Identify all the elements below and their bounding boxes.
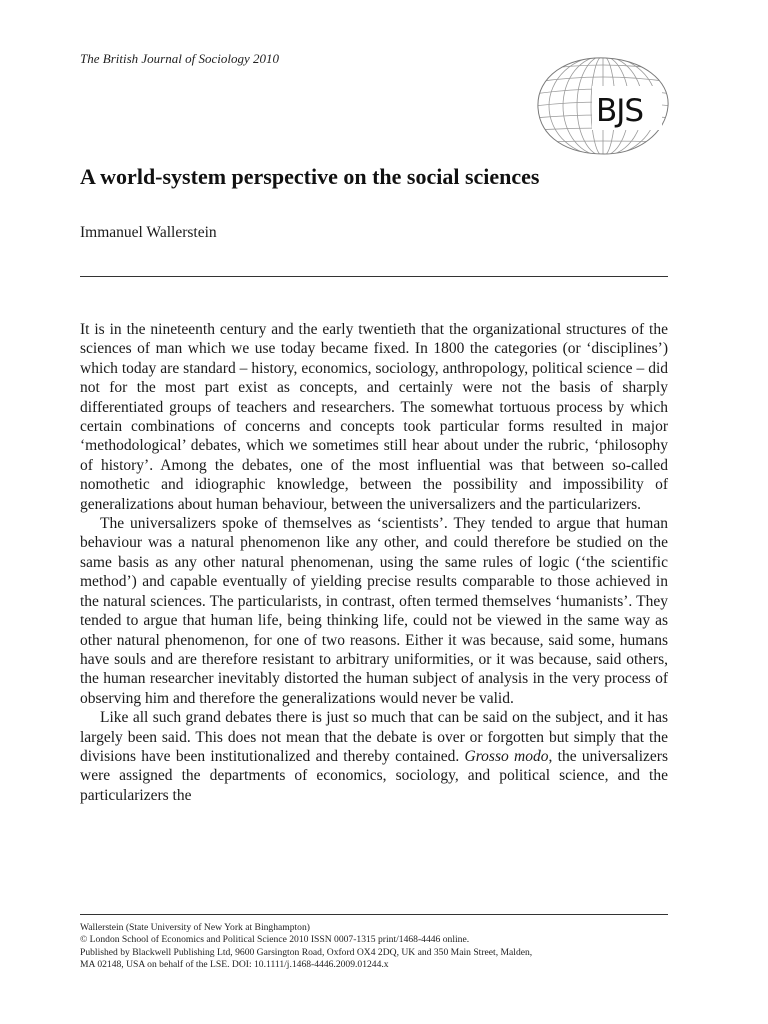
- footnote-block: [80, 922, 680, 971]
- paragraph-1: It is in the nineteenth century and the early twentieth that the organizational structures of the sciences of man which we use today became fixed. In 1800 the categories (or ‘disciplines’) which today are standard – history, economics, sociology, anthropology, political science – did not for the most part exist as concepts, and certainly were not the basis of sharply differentiated groups of teachers and researchers. The somewhat tortuous process by which certain combinations of concerns and concepts took particular forms resulted in major ‘methodological’ debates, which we sometimes still hear about under the rubric, ‘philosophy of history’. Among the debates, one of the most influential was that between so-called nomothetic and idiographic knowledge, between the possibility and impossibility of generalizations about human behaviour, between the universalizers and the particularizers.: [80, 321, 668, 513]
- doi-line: MA 02148, USA on behalf of the LSE. DOI: 10.1111/j.1468-4446.2009.01244.x: [80, 958, 389, 970]
- logo-text: BJS: [596, 93, 644, 129]
- paragraph-3-text-end: , the universalizers were assigned the departments of economics, sociology, and political science, and the particularizers the: [80, 747, 668, 804]
- paragraph-2: The universalizers spoke of themselves as ‘scientists’. They tended to argue that human behaviour was a natural phenomenon like any other, and could therefore be studied on the same basis as any other natural phenomenan, using the same rules of logic (‘the scientific method’) and capable eventually of yielding precise results comparable to those achieved in the natural sciences. The particularists, in contrast, often termed themselves ‘humanists’. They tended to argue that human life, being thinking life, could not be viewed in the same way as other natural phenomenon, for one of two reasons. Either it was because, said some, humans have souls and are therefore resistant to arbitrary uniformities, or it was because, said others, the human researcher inevitably distorted the human subject of analysis in the very process of observing him and therefore the generalizations would never be valid.: [80, 515, 668, 707]
- copyright-line: © London School of Economics and Political Science 2010 ISSN 0007-1315 print/1468-4446 online.: [80, 934, 470, 946]
- article-body: [80, 320, 668, 805]
- publisher-line: Published by Blackwell Publishing Ltd, 9600 Garsington Road, Oxford OX4 2DQ, UK and 350 Main Street, Malden,: [80, 946, 533, 958]
- footer-divider: [80, 914, 668, 915]
- author-affiliation: Wallerstein (State University of New York at Binghampton): [80, 922, 310, 933]
- paragraph-3-italic: Grosso modo: [464, 747, 549, 765]
- paragraph-3-text-start: Like all such grand debates there is just so much that can be said on the subject, and it has largely been said. This does not mean that the debate is over or forgotten but simply that the divisions have been institutionalized and thereby contained.: [80, 709, 668, 765]
- author-name: Immanuel Wallerstein: [80, 224, 217, 241]
- article-title: A world-system perspective on the social sciences: [80, 164, 540, 189]
- header-divider: [80, 276, 668, 277]
- paragraph-3: [80, 708, 668, 805]
- journal-name: The British Journal of Sociology 2010: [80, 51, 279, 66]
